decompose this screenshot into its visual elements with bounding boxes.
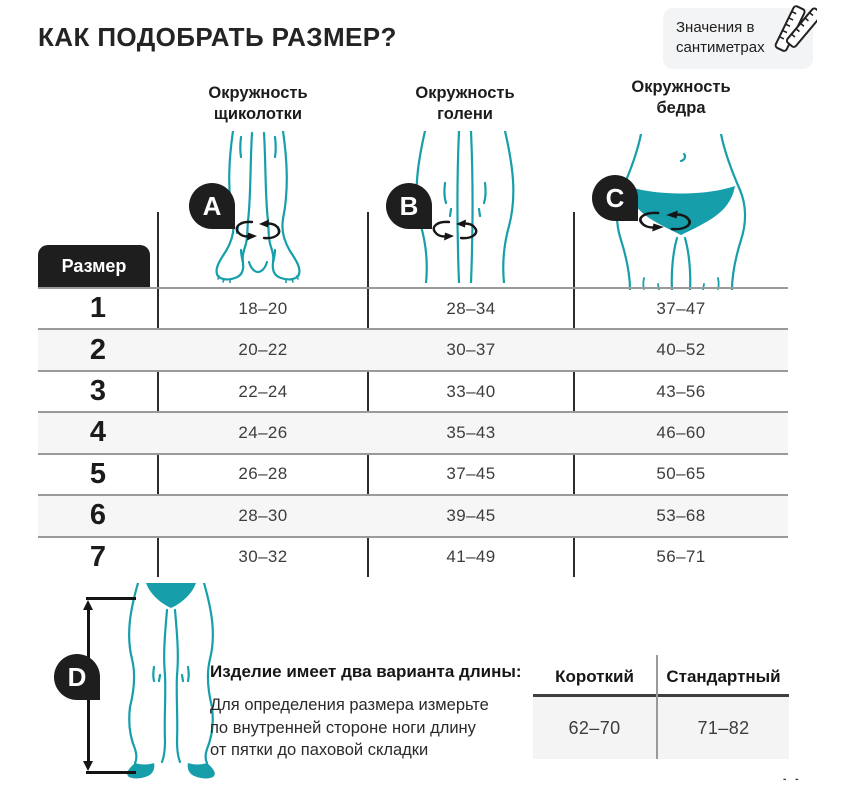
- ankle-range: 20–22: [238, 340, 288, 360]
- ankle-range: 30–32: [238, 547, 288, 567]
- size-column-header: Размер: [38, 245, 150, 287]
- ankle-range: 28–30: [238, 505, 288, 525]
- size-number: 3: [89, 375, 107, 408]
- calf-range: 39–45: [446, 505, 496, 525]
- hip-range: 56–71: [656, 547, 706, 567]
- size-number: 6: [89, 499, 107, 532]
- table-row: [38, 287, 788, 328]
- units-badge: [663, 8, 813, 69]
- column-heading-ankle: Окружность щиколотки: [208, 84, 308, 123]
- length-short-range: 62–70: [568, 718, 621, 738]
- measuring-tape-icon: [771, 1, 817, 62]
- measure-point-badge-c: C: [592, 175, 638, 221]
- table-row: [38, 370, 788, 411]
- length-variants-heading: Изделие имеет два варианта длины:: [210, 662, 522, 681]
- column-heading-calf: Окружность голени: [415, 84, 515, 123]
- table-row: [38, 328, 788, 369]
- length-table-header-line: [533, 694, 789, 697]
- hip-range: 46–60: [656, 422, 706, 442]
- size-number: 1: [89, 292, 107, 325]
- ankle-range: 22–24: [238, 381, 288, 401]
- length-measure-description: Для определения размера измерьте по внутренней стороне ноги длину от пятки до паховой складки: [210, 696, 489, 759]
- size-table: [38, 287, 788, 577]
- hip-range: 37–47: [656, 298, 706, 318]
- calf-range: 28–34: [446, 298, 496, 318]
- table-row: [38, 494, 788, 535]
- ankle-range: 18–20: [238, 298, 288, 318]
- measure-tick-bottom: [86, 771, 136, 774]
- calf-range: 33–40: [446, 381, 496, 401]
- table-row: [38, 411, 788, 452]
- hip-range: 50–65: [656, 464, 706, 484]
- arrow-down-icon: [83, 761, 93, 771]
- cropped-marks: - -: [783, 774, 802, 785]
- hip-range: 43–56: [656, 381, 706, 401]
- wrap-around-arrow-icon: [430, 219, 480, 241]
- length-col-standard: Стандартный: [666, 667, 781, 686]
- length-col-short: Короткий: [555, 667, 634, 686]
- size-number: 2: [89, 333, 107, 366]
- wrap-around-arrow-icon: [636, 210, 694, 232]
- measure-point-badge-d: D: [54, 654, 100, 700]
- measure-tick-top: [86, 597, 136, 600]
- measure-point-badge-a: A: [189, 183, 235, 229]
- column-heading-hip: Окружность бедра: [631, 78, 731, 117]
- size-number: 4: [89, 416, 107, 449]
- calf-range: 41–49: [446, 547, 496, 567]
- hip-range: 53–68: [656, 505, 706, 525]
- calf-range: 37–45: [446, 464, 496, 484]
- hip-range: 40–52: [656, 340, 706, 360]
- calf-range: 35–43: [446, 422, 496, 442]
- size-number: 5: [89, 457, 107, 490]
- ankle-range: 24–26: [238, 422, 288, 442]
- ankle-range: 26–28: [238, 464, 288, 484]
- page-title: КАК ПОДОБРАТЬ РАЗМЕР?: [38, 22, 397, 52]
- table-row: [38, 453, 788, 494]
- wrap-around-arrow-icon: [233, 219, 283, 241]
- size-number: 7: [89, 540, 107, 573]
- length-standard-range: 71–82: [697, 718, 750, 738]
- table-row: [38, 536, 788, 577]
- measure-point-badge-b: B: [386, 183, 432, 229]
- units-badge-text: Значения в сантиметрах: [676, 19, 765, 56]
- calf-range: 30–37: [446, 340, 496, 360]
